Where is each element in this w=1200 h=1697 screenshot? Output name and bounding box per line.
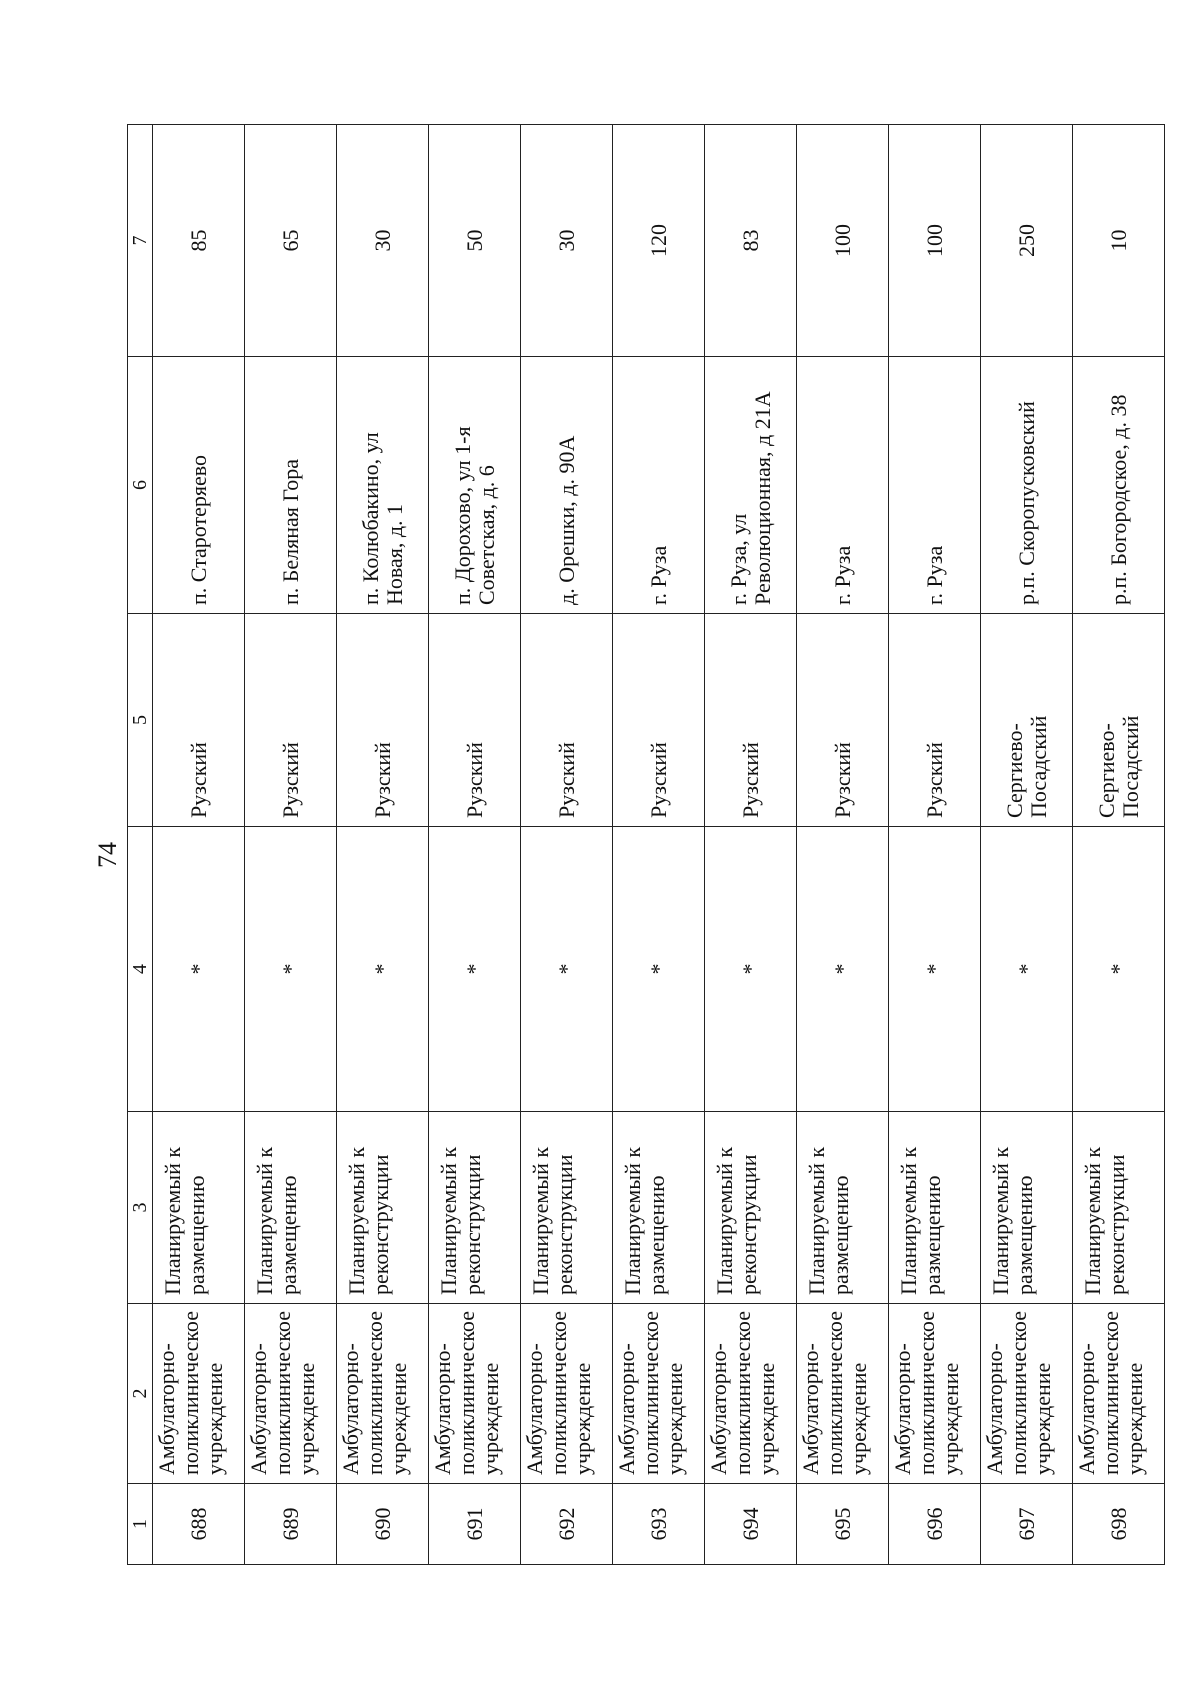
table-row xyxy=(337,125,429,1565)
address-cell: п. Старотеряево xyxy=(153,357,245,614)
row-number-cell: 696 xyxy=(889,1484,981,1565)
row-number-cell: 698 xyxy=(1073,1484,1165,1565)
status-cell: Планируемый к размещению xyxy=(797,1112,889,1304)
facility-type-cell: Амбулаторно-поликлиническое учреждение xyxy=(429,1304,521,1484)
header-cell-1: 1 xyxy=(128,1484,153,1565)
status-cell: Планируемый к реконструкции xyxy=(1073,1112,1165,1304)
district-cell: Рузский xyxy=(245,614,337,827)
facility-type-cell: Амбулаторно-поликлиническое учреждение xyxy=(337,1304,429,1484)
mark-cell: * xyxy=(797,827,889,1112)
table-row xyxy=(245,125,337,1565)
status-cell: Планируемый к реконструкции xyxy=(337,1112,429,1304)
address-cell: г. Руза xyxy=(613,357,705,614)
mark-cell: * xyxy=(245,827,337,1112)
table-row xyxy=(613,125,705,1565)
facility-type-cell: Амбулаторно-поликлиническое учреждение xyxy=(889,1304,981,1484)
value-cell: 120 xyxy=(613,125,705,357)
district-cell: Рузский xyxy=(521,614,613,827)
address-cell: г. Руза xyxy=(889,357,981,614)
table-row xyxy=(981,125,1073,1565)
page-number: 74 xyxy=(93,842,122,868)
status-cell: Планируемый к размещению xyxy=(889,1112,981,1304)
facility-type-cell: Амбулаторно-поликлиническое учреждение xyxy=(153,1304,245,1484)
row-number-cell: 690 xyxy=(337,1484,429,1565)
address-cell: п. Колюбакино, ул Новая, д. 1 xyxy=(337,357,429,614)
address-cell: п. Беляная Гора xyxy=(245,357,337,614)
status-cell: Планируемый к реконструкции xyxy=(429,1112,521,1304)
district-cell: Рузский xyxy=(889,614,981,827)
district-cell: Сергиево-Посадский xyxy=(981,614,1073,827)
value-cell: 30 xyxy=(337,125,429,357)
header-cell-3: 3 xyxy=(128,1112,153,1304)
row-number-cell: 692 xyxy=(521,1484,613,1565)
district-cell: Рузский xyxy=(613,614,705,827)
status-cell: Планируемый к размещению xyxy=(613,1112,705,1304)
facility-type-cell: Амбулаторно-поликлиническое учреждение xyxy=(705,1304,797,1484)
mark-cell: * xyxy=(889,827,981,1112)
facility-type-cell: Амбулаторно-поликлиническое учреждение xyxy=(613,1304,705,1484)
header-cell-6: 6 xyxy=(128,357,153,614)
status-cell: Планируемый к размещению xyxy=(245,1112,337,1304)
district-cell: Рузский xyxy=(705,614,797,827)
value-cell: 10 xyxy=(1073,125,1165,357)
value-cell: 100 xyxy=(797,125,889,357)
value-cell: 83 xyxy=(705,125,797,357)
district-cell: Рузский xyxy=(153,614,245,827)
status-cell: Планируемый к реконструкции xyxy=(705,1112,797,1304)
mark-cell: * xyxy=(613,827,705,1112)
facility-type-cell: Амбулаторно-поликлиническое учреждение xyxy=(521,1304,613,1484)
status-cell: Планируемый к размещению xyxy=(981,1112,1073,1304)
header-cell-2: 2 xyxy=(128,1304,153,1484)
table-row xyxy=(1073,125,1165,1565)
mark-cell: * xyxy=(153,827,245,1112)
row-number-cell: 697 xyxy=(981,1484,1073,1565)
row-number-cell: 689 xyxy=(245,1484,337,1565)
mark-cell: * xyxy=(429,827,521,1112)
table-body xyxy=(128,125,1165,1565)
row-number-cell: 693 xyxy=(613,1484,705,1565)
mark-cell: * xyxy=(705,827,797,1112)
table-row xyxy=(797,125,889,1565)
facility-type-cell: Амбулаторно-поликлиническое учреждение xyxy=(245,1304,337,1484)
facility-type-cell: Амбулаторно-поликлиническое учреждение xyxy=(797,1304,889,1484)
rotated-table-wrapper xyxy=(127,125,1147,1565)
row-number-cell: 695 xyxy=(797,1484,889,1565)
row-number-cell: 694 xyxy=(705,1484,797,1565)
mark-cell: * xyxy=(1073,827,1165,1112)
header-row xyxy=(128,125,153,1565)
table-row xyxy=(889,125,981,1565)
value-cell: 85 xyxy=(153,125,245,357)
header-cell-7: 7 xyxy=(128,125,153,357)
mark-cell: * xyxy=(521,827,613,1112)
district-cell: Рузский xyxy=(337,614,429,827)
row-number-cell: 688 xyxy=(153,1484,245,1565)
address-cell: р.п. Богородское, д. 38 xyxy=(1073,357,1165,614)
table-row xyxy=(153,125,245,1565)
address-cell: г. Руза, ул Революционная, д 21А xyxy=(705,357,797,614)
address-cell: р.п. Скоропусковский xyxy=(981,357,1073,614)
address-cell: г. Руза xyxy=(797,357,889,614)
value-cell: 30 xyxy=(521,125,613,357)
facility-type-cell: Амбулаторно-поликлиническое учреждение xyxy=(1073,1304,1165,1484)
status-cell: Планируемый к реконструкции xyxy=(521,1112,613,1304)
value-cell: 250 xyxy=(981,125,1073,357)
row-number-cell: 691 xyxy=(429,1484,521,1565)
mark-cell: * xyxy=(981,827,1073,1112)
table-row xyxy=(429,125,521,1565)
table-row xyxy=(705,125,797,1565)
value-cell: 100 xyxy=(889,125,981,357)
value-cell: 65 xyxy=(245,125,337,357)
mark-cell: * xyxy=(337,827,429,1112)
facilities-table xyxy=(127,124,1165,1565)
facility-type-cell: Амбулаторно-поликлиническое учреждение xyxy=(981,1304,1073,1484)
header-cell-4: 4 xyxy=(128,827,153,1112)
address-cell: п. Дорохово, ул 1-я Советская, д. 6 xyxy=(429,357,521,614)
value-cell: 50 xyxy=(429,125,521,357)
district-cell: Рузский xyxy=(797,614,889,827)
address-cell: д. Орешки, д. 90А xyxy=(521,357,613,614)
district-cell: Рузский xyxy=(429,614,521,827)
table-row xyxy=(521,125,613,1565)
status-cell: Планируемый к размещению xyxy=(153,1112,245,1304)
header-cell-5: 5 xyxy=(128,614,153,827)
district-cell: Сергиево-Посадский xyxy=(1073,614,1165,827)
